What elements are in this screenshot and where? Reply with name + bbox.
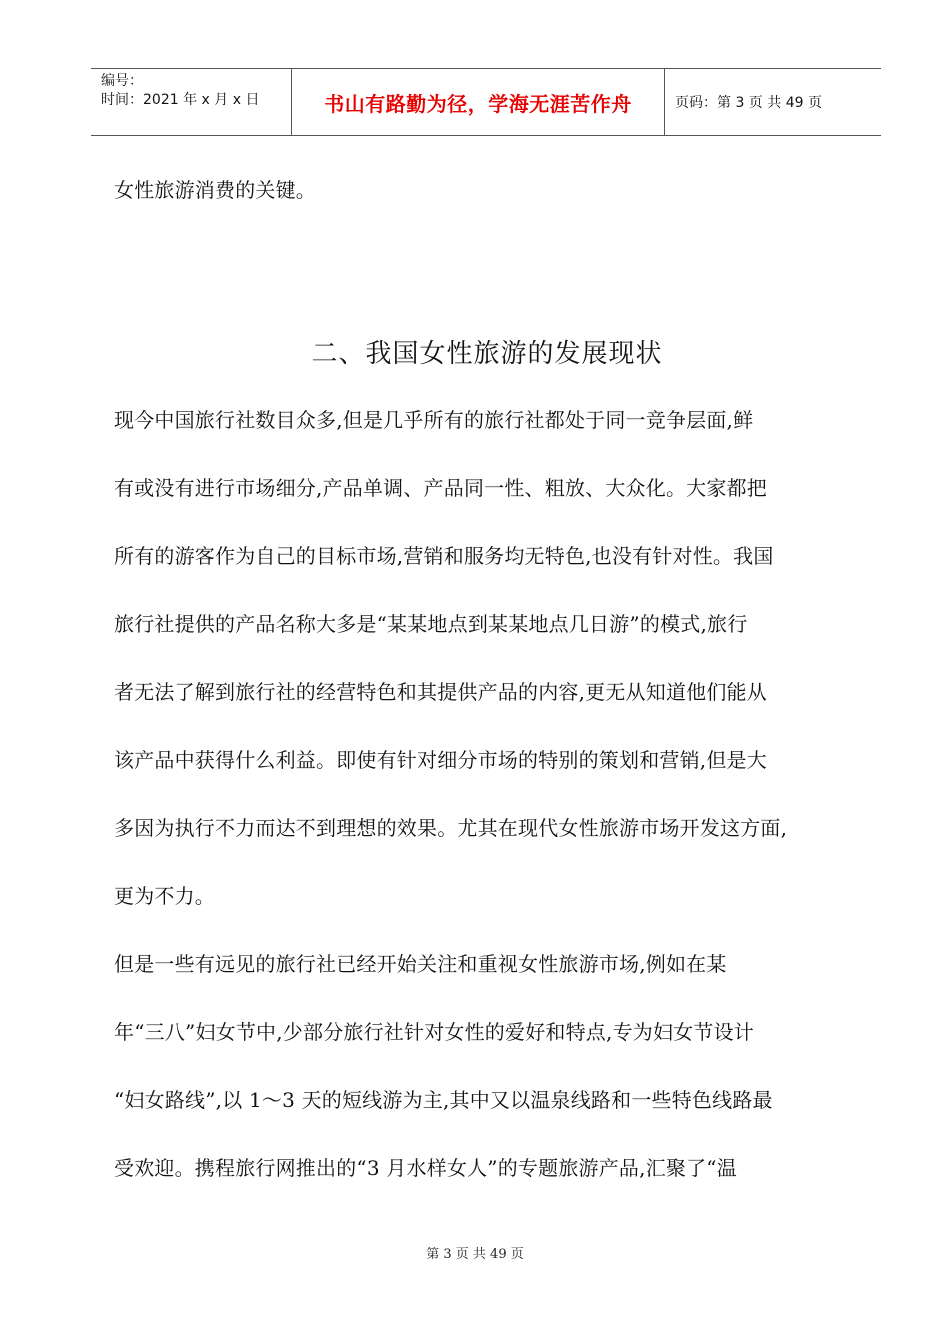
text-line: 有或没有进行市场细分,产品单调、产品同一性、粗放、大众化。大家都把: [114, 476, 767, 500]
paragraph-2: [114, 930, 860, 1202]
section-heading: 二、我国女性旅游的发展现状: [311, 339, 663, 369]
intro-line: 女性旅游消费的关键。: [114, 178, 316, 202]
text-line: 年“三八”妇女节中,少部分旅行社针对女性的爱好和特点,专为妇女节设计: [114, 1020, 754, 1044]
text-line: 者无法了解到旅行社的经营特色和其提供产品的内容,更无从知道他们能从: [114, 680, 767, 704]
text-line: 旅行社提供的产品名称大多是“某某地点到某某地点几日游”的模式,旅行: [114, 612, 748, 636]
code-label: 编号：: [101, 73, 143, 89]
document-body: [114, 156, 860, 1202]
text-line: “妇女路线”,以 1～3 天的短线游为主,其中又以温泉线路和一些特色线路最: [114, 1088, 773, 1112]
text-line: 受欢迎。携程旅行网推出的“3 月水样女人”的专题旅游产品,汇聚了“温: [114, 1156, 737, 1180]
page-footer: 第 3 页 共 49 页: [426, 1247, 524, 1262]
text-line: 该产品中获得什么利益。即使有针对细分市场的特别的策划和营销,但是大: [114, 748, 767, 772]
time-label: 时间：2021 年 x 月 x 日: [101, 92, 260, 108]
text-line: 但是一些有远见的旅行社已经开始关注和重视女性旅游市场,例如在某: [114, 952, 727, 976]
page-header: [91, 68, 881, 136]
paragraph-1: [114, 386, 860, 930]
text-line: 所有的游客作为自己的目标市场,营销和服务均无特色,也没有针对性。我国: [114, 544, 774, 568]
header-meta: [91, 69, 292, 135]
text-line: 多因为执行不力而达不到理想的效果。尤其在现代女性旅游市场开发这方面,: [114, 816, 788, 840]
text-line: 更为不力。: [114, 884, 215, 908]
header-page-info: 页码：第 3 页 共 49 页: [675, 95, 822, 111]
text-line: 现今中国旅行社数目众多,但是几乎所有的旅行社都处于同一竞争层面,鲜: [114, 408, 754, 432]
header-motto: 书山有路勤为径，学海无涯苦作舟: [292, 69, 665, 135]
